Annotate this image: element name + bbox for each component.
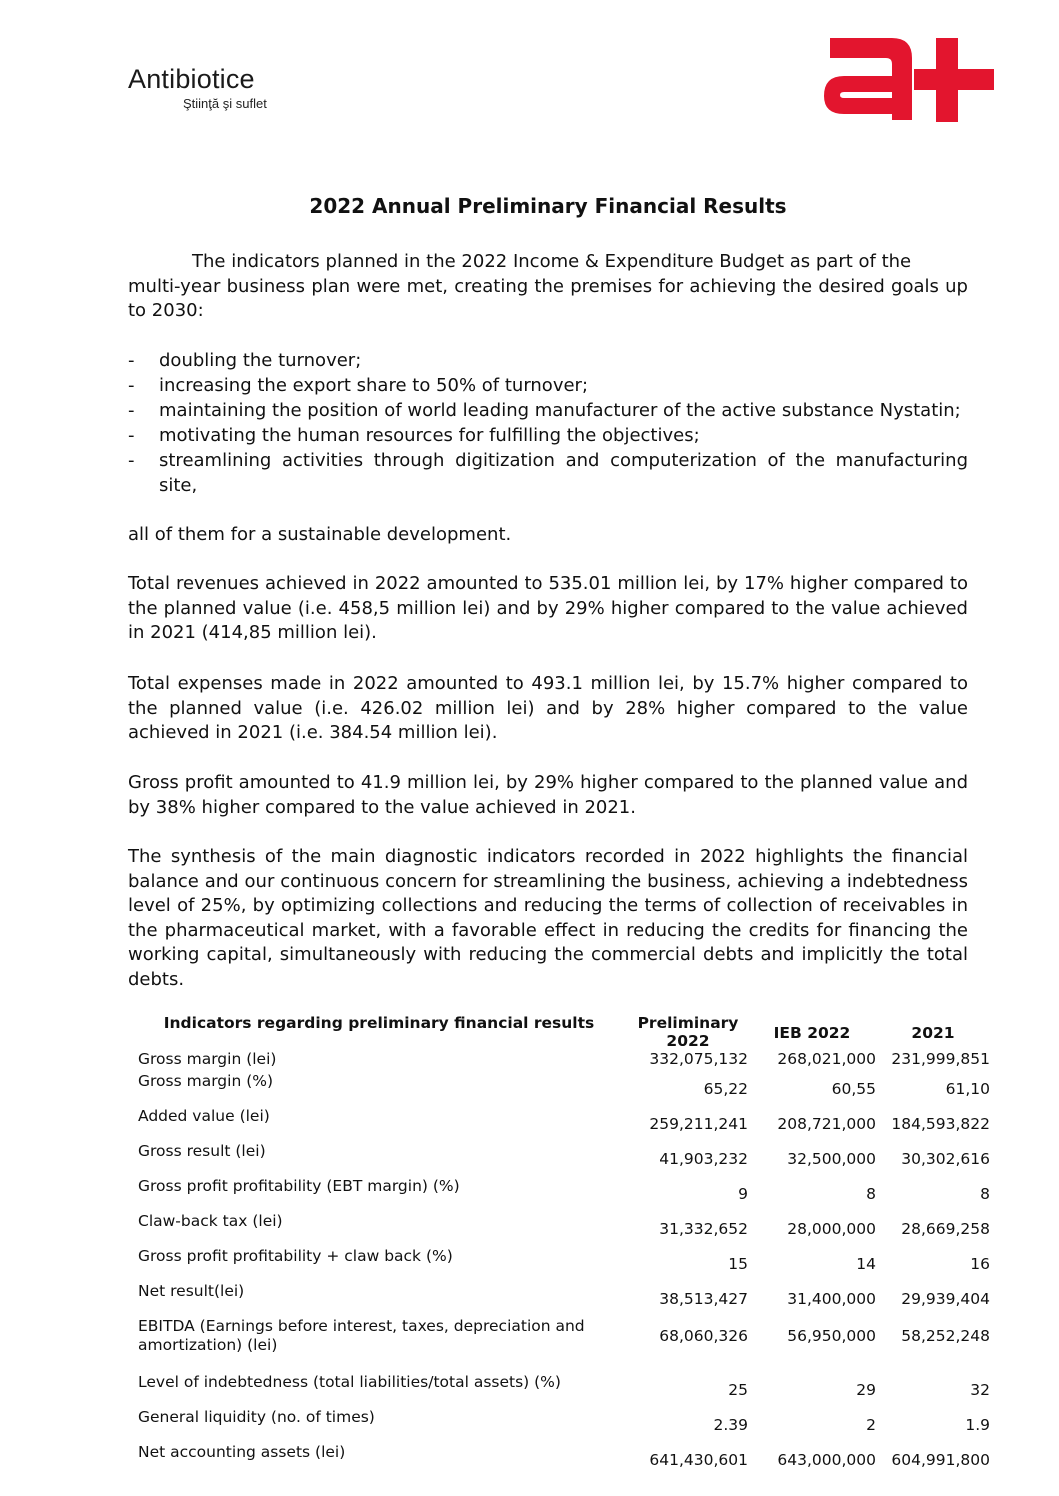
row-label: General liquidity (no. of times) — [138, 1408, 375, 1426]
bullet-marker: - — [128, 400, 135, 421]
table-row — [130, 1105, 990, 1140]
cell-preliminary: 641,430,601 — [649, 1451, 748, 1469]
profit-paragraph: Gross profit amounted to 41.9 million lei, by 29% higher compared to the planned value and by 38% higher compared to the value achieved in 2021. — [128, 772, 968, 818]
bullet-marker: - — [128, 350, 135, 371]
table-row — [130, 1280, 990, 1315]
cell-2021: 61,10 — [945, 1080, 990, 1098]
bullet-marker: - — [128, 450, 135, 471]
cell-2021: 32 — [970, 1381, 990, 1399]
cell-ieb: 2 — [866, 1416, 876, 1434]
cell-preliminary: 332,075,132 — [649, 1050, 748, 1068]
intro-rest: multi-year business plan were met, creating the premises for achieving the desired goals up to 2030: — [128, 275, 968, 321]
row-label: Added value (lei) — [138, 1107, 270, 1125]
synthesis-paragraph: The synthesis of the main diagnostic indicators recorded in 2022 highlights the financial balance and our continuous concern for streamlining the business, achieving a indebtedness level of 25%, by optimizing collections and reducing the terms of collection of receivables in the pharmaceutical market, with a favorable effect in reducing the credits for financing the working capital, simultaneously with reducing the commercial debts and implicitly the total debts. — [128, 846, 968, 990]
list-item: - streamlining activities through digitization and computerization of the manufacturing site, — [128, 450, 968, 496]
table-row — [130, 1245, 990, 1280]
table-row — [130, 1315, 990, 1371]
cell-preliminary: 9 — [738, 1185, 748, 1203]
row-label: Net accounting assets (lei) — [138, 1443, 346, 1461]
revenues-paragraph: Total revenues achieved in 2022 amounted to 535.01 million lei, by 17% higher compared to the planned value (i.e. 458,5 million lei) and by 29% higher compared to the value achieved in 2021 (414,85 million lei). — [128, 573, 968, 643]
cell-ieb: 56,950,000 — [787, 1327, 876, 1345]
intro-first-line: The indicators planned in the 2022 Income & Expenditure Budget as part of the — [192, 251, 912, 272]
row-label: Gross profit profitability + claw back (%) — [138, 1247, 453, 1265]
cell-2021: 16 — [970, 1255, 990, 1273]
cell-ieb: 28,000,000 — [787, 1220, 876, 1238]
table-row — [130, 1050, 990, 1070]
table-row — [130, 1371, 990, 1406]
table-row — [130, 1441, 990, 1476]
cell-preliminary: 65,22 — [703, 1080, 748, 1098]
cell-2021: 184,593,822 — [891, 1115, 990, 1133]
row-label: Gross margin (lei) — [138, 1050, 277, 1068]
table-row — [130, 1175, 990, 1210]
row-label: Gross result (lei) — [138, 1142, 266, 1160]
row-label: Gross profit profitability (EBT margin) (%) — [138, 1177, 460, 1195]
bullet-marker: - — [128, 375, 135, 396]
cell-ieb: 29 — [856, 1381, 876, 1399]
cell-preliminary: 68,060,326 — [659, 1327, 748, 1345]
bullet-marker: - — [128, 425, 135, 446]
company-name: Antibiotice — [128, 64, 255, 94]
row-label: Net result(lei) — [138, 1282, 245, 1300]
cell-2021: 231,999,851 — [891, 1050, 990, 1068]
cell-ieb: 268,021,000 — [777, 1050, 876, 1068]
header-2021: 2021 — [911, 1024, 955, 1042]
cell-preliminary: 2.39 — [713, 1416, 748, 1434]
cell-2021: 604,991,800 — [891, 1451, 990, 1469]
cell-ieb: 14 — [856, 1255, 876, 1273]
a-plus-logo — [822, 36, 994, 122]
cell-ieb: 208,721,000 — [777, 1115, 876, 1133]
cell-preliminary: 38,513,427 — [659, 1290, 748, 1308]
cell-preliminary: 31,332,652 — [659, 1220, 748, 1238]
indicators-table — [130, 1014, 990, 1476]
cell-preliminary: 15 — [728, 1255, 748, 1273]
table-row — [130, 1406, 990, 1441]
header-indicator: Indicators regarding preliminary financial results — [163, 1014, 595, 1032]
table-row — [130, 1210, 990, 1245]
cell-preliminary: 41,903,232 — [659, 1150, 748, 1168]
row-label: Level of indebtedness (total liabilities/total assets) (%) — [138, 1373, 561, 1391]
company-logo — [128, 64, 267, 111]
cell-ieb: 8 — [866, 1185, 876, 1203]
cell-preliminary: 25 — [728, 1381, 748, 1399]
cell-ieb: 31,400,000 — [787, 1290, 876, 1308]
table-row — [130, 1140, 990, 1175]
goals-list — [128, 348, 968, 498]
cell-ieb: 643,000,000 — [777, 1451, 876, 1469]
row-label: EBITDA (Earnings before interest, taxes, depreciation and amortization) (lei) — [138, 1317, 585, 1354]
list-item: - doubling the turnover; — [128, 350, 362, 371]
table-row — [130, 1070, 990, 1105]
cell-2021: 58,252,248 — [901, 1327, 990, 1345]
cell-2021: 1.9 — [965, 1416, 990, 1434]
page-title: 2022 Annual Preliminary Financial Results — [309, 194, 787, 218]
cell-2021: 28,669,258 — [901, 1220, 990, 1238]
row-label: Gross margin (%) — [138, 1072, 274, 1090]
intro-paragraph — [128, 250, 968, 324]
cell-ieb: 32,500,000 — [787, 1150, 876, 1168]
header-ieb: IEB 2022 — [773, 1024, 851, 1042]
cell-preliminary: 259,211,241 — [649, 1115, 748, 1133]
cell-2021: 29,939,404 — [901, 1290, 990, 1308]
expenses-paragraph: Total expenses made in 2022 amounted to 493.1 million lei, by 15.7% higher compared to the planned value (i.e. 426.02 million lei) and by 28% higher compared to the value achieved in 2021 (i.e. 384.54 million lei). — [128, 673, 968, 743]
list-item: - increasing the export share to 50% of turnover; — [128, 375, 589, 396]
list-item: - maintaining the position of world leading manufacturer of the active substance Nystatin; — [128, 400, 961, 421]
cell-ieb: 60,55 — [831, 1080, 876, 1098]
cell-2021: 8 — [980, 1185, 990, 1203]
table-header-row — [130, 1014, 990, 1050]
goals-tail: all of them for a sustainable development. — [128, 524, 512, 545]
company-tagline: Ştiinţă şi suflet — [183, 96, 267, 111]
cell-2021: 30,302,616 — [901, 1150, 990, 1168]
header-preliminary: Preliminary 2022 — [637, 1014, 739, 1050]
row-label: Claw-back tax (lei) — [138, 1212, 283, 1230]
list-item: - motivating the human resources for fulfilling the objectives; — [128, 425, 700, 446]
